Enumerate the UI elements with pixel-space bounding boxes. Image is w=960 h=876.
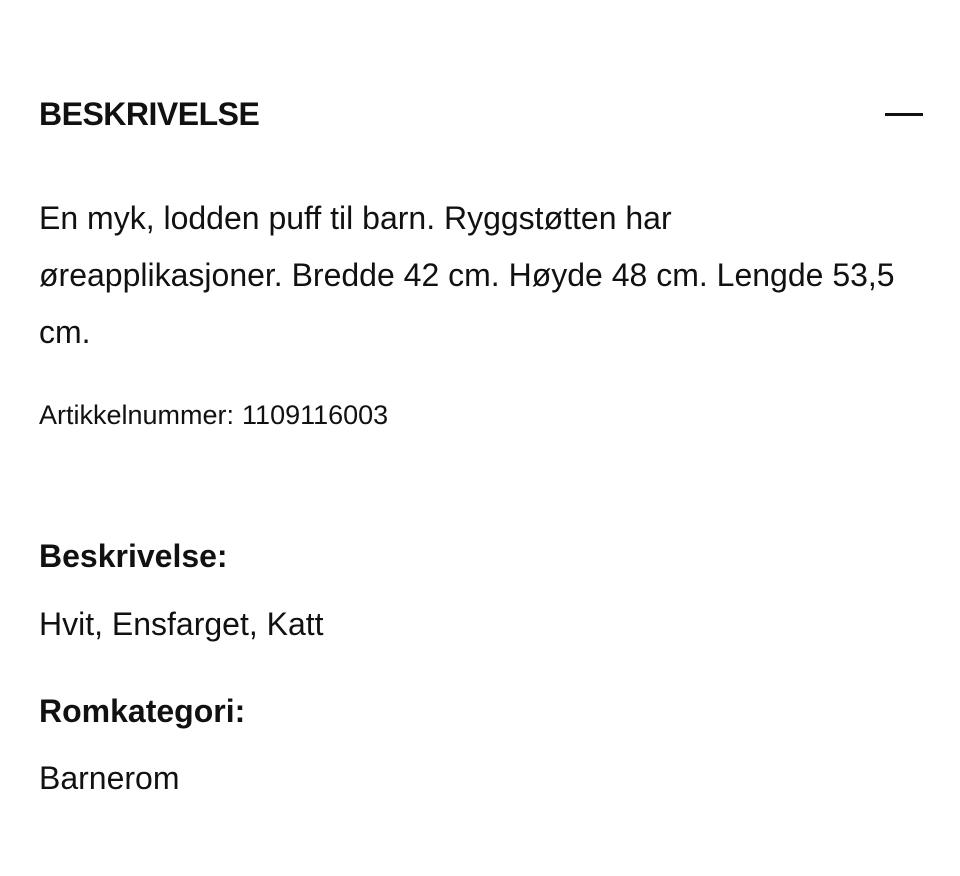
description-section-header[interactable]	[39, 92, 923, 136]
article-number-value: 1109116003	[242, 400, 389, 430]
product-description: En myk, lodden puff til barn. Ryggstøtten har øreapplikasjoner. Bredde 42 cm. Høyde 48 cm. Lengde 53,5 cm.	[39, 200, 895, 350]
attribute-label-description: Beskrivelse:	[39, 538, 228, 574]
section-title: BESKRIVELSE	[39, 95, 260, 132]
minus-icon[interactable]	[883, 102, 923, 126]
attribute-label-room-category: Romkategori:	[39, 693, 246, 729]
article-number-label: Artikkelnummer:	[39, 400, 235, 430]
attribute-value-room-category: Barnerom	[39, 760, 180, 796]
attribute-value-description: Hvit, Ensfarget, Katt	[39, 606, 324, 642]
article-number	[39, 396, 388, 434]
